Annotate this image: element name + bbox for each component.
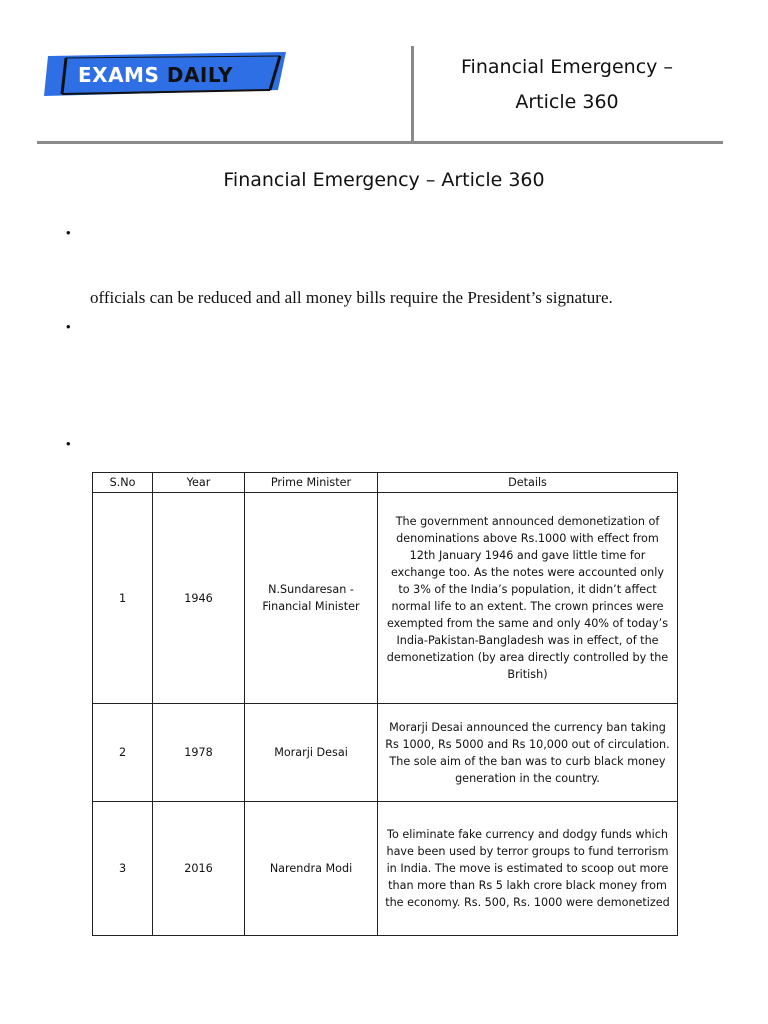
bullet-marker-1: • [66,225,71,240]
table-row [93,802,678,936]
cell-prime-minister: Morarji Desai [245,704,378,802]
cell-year: 1946 [153,493,245,704]
cell-sno: 2 [93,704,153,802]
bullet-marker-2: • [66,319,71,334]
column-header-sno: S.No [93,473,153,493]
column-header-prime-minister: Prime Minister [245,473,378,493]
cell-year: 1978 [153,704,245,802]
cell-details: Morarji Desai announced the currency ban taking Rs 1000, Rs 5000 and Rs 10,000 out of circulation. The sole aim of the ban was to curb black money generation in the country. [378,704,678,802]
header-horizontal-divider [37,141,723,144]
column-header-details: Details [378,473,678,493]
header-title-line-2: Article 360 [515,91,619,113]
cell-year: 2016 [153,802,245,936]
cell-details: To eliminate fake currency and dodgy funds which have been used by terror groups to fund terrorism in India. The move is estimated to scoop out more than more than Rs 5 lakh crore black money from the economy. Rs. 500, Rs. 1000 were demonetized [378,802,678,936]
logo-word-daily: DAILY [166,63,233,87]
logo-word-exams: EXAMS [78,63,160,87]
body-text-line: officials can be reduced and all money bills require the President’s signature. [90,288,613,307]
table-row [93,493,678,704]
page-title: Financial Emergency – Article 360 [223,169,545,191]
cell-prime-minister: N.Sundaresan - Financial Minister [245,493,378,704]
cell-details: The government announced demonetization of denominations above Rs.1000 with effect from 12th January 1946 and gave little time for exchange too. As the notes were accounted only to 3% of the India’s population, it didn’t affect normal life to an extent. The crown princes were exempted from the same and only 40% of today’s India-Pakistan-Bangladesh was in effect, of the demonetization (by area directly controlled by the British) [378,493,678,704]
table-header-row [93,473,678,493]
cell-sno: 3 [93,802,153,936]
cell-sno: 1 [93,493,153,704]
bullet-marker-3: • [66,436,71,451]
cell-prime-minister: Narendra Modi [245,802,378,936]
header-title-line-1: Financial Emergency – [461,56,673,78]
header-title [414,50,720,120]
exams-daily-logo[interactable] [44,50,290,98]
page-header [0,0,768,146]
demonetization-table [92,472,677,936]
logo-wordmark [78,59,233,91]
column-header-year: Year [153,473,245,493]
table-row [93,704,678,802]
